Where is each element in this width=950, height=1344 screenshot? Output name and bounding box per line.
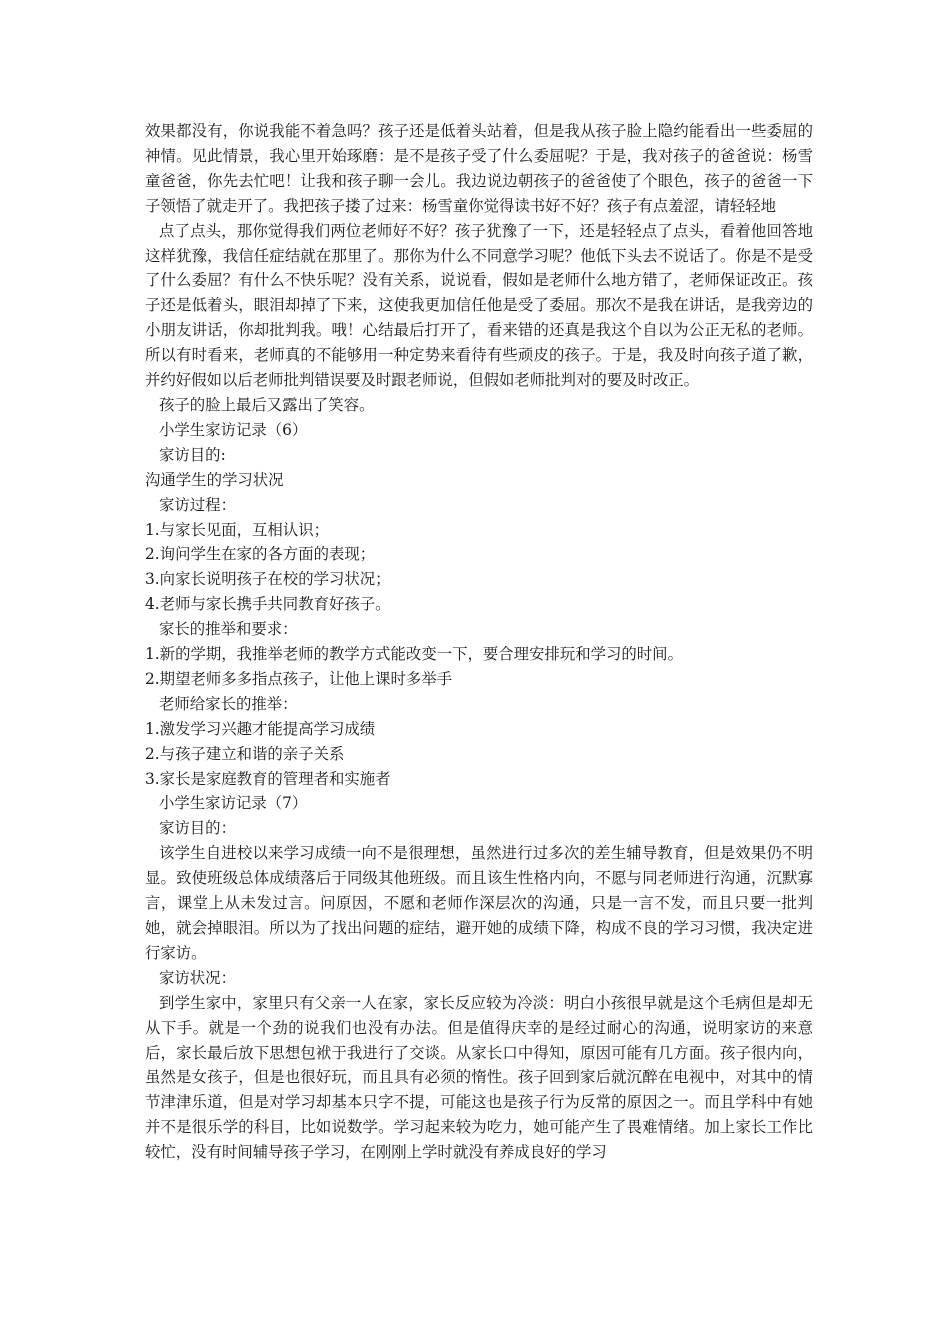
paragraph-intro-continued: 效果都没有，你说我能不着急吗？孩子还是低着头站着，但是我从孩子脸上隐约能看出一些委屈的神情。见此情景，我心里开始琢磨：是不是孩子受了什么委屈呢？于是，我对孩子的爸爸说：杨雪童爸爸，你先去忙吧！让我和孩子聊一会儿。我边说边朝孩子的爸爸使了个眼色，孩子的爸爸一下子领悟了就走开了。我把孩子搂了过来：杨雪童你觉得读书好不好？孩子有点羞涩，请轻轻地 bbox=[145, 122, 813, 215]
list-item: 2.询问学生在家的各方面的表现； bbox=[145, 545, 376, 564]
list-item: 1.新的学期，我推举老师的教学方式能改变一下，要合理安排玩和学习的时间。 bbox=[145, 645, 683, 664]
list-item: 1.与家长见面，互相认识； bbox=[145, 520, 329, 539]
label-visit-purpose-2: 家访目的： bbox=[159, 819, 236, 838]
paragraph-purpose-detail: 该学生自进校以来学习成绩一向不是很理想，虽然进行过多次的差生辅导教育，但是效果仍不明显。致使班级总体成绩落后于同级其他班级。而且该生性格内向，不愿与同老师进行沟通，沉默寡言，课堂上从未发过言。问原因，不愿和老师作深层次的沟通，只是一言不发，而且只要一批判她，就会掉眼泪。所以为了找出问题的症结，避开她的成绩下降，构成不良的学习习惯，我决定进行家访。 bbox=[145, 844, 813, 962]
section-heading-record-7: 小学生家访记录（7） bbox=[159, 794, 308, 813]
list-item: 4.老师与家长携手共同教育好孩子。 bbox=[145, 595, 391, 614]
document-body bbox=[145, 119, 813, 1165]
label-visit-process: 家访过程： bbox=[159, 495, 236, 514]
list-item: 3.向家长说明孩子在校的学习状况； bbox=[145, 570, 391, 589]
paragraph-status-detail: 到学生家中，家里只有父亲一人在家，家长反应较为冷淡：明白小孩很早就是这个毛病但是却无从下手。就是一个劲的说我们也没有办法。但是值得庆幸的是经过耐心的沟通，说明家访的来意后，家长最后放下思想包袱于我进行了交谈。从家长口中得知，原因可能有几方面。孩子很内向，虽然是女孩子，但是也很好玩，而且具有必须的惰性。孩子回到家后就沉醉在电视中，对其中的情节津津乐道，但是对学习却基本只字不提，可能这也是孩子行为反常的原因之一。而且学科中有她并不是很乐学的科目，比如说数学。学习起来较为吃力，她可能产生了畏难情绪。加上家长工作比较忙，没有时间辅导孩子学习，在刚刚上学时就没有养成良好的学习 bbox=[145, 993, 813, 1162]
label-teacher-suggestions: 老师给家长的推举： bbox=[159, 694, 298, 713]
paragraph-smile: 孩子的脸上最后又露出了笑容。 bbox=[159, 395, 375, 414]
text-visit-purpose: 沟通学生的学习状况 bbox=[145, 470, 284, 489]
section-heading-record-6: 小学生家访记录（6） bbox=[159, 420, 308, 439]
list-item: 3.家长是家庭教育的管理者和实施者 bbox=[145, 769, 391, 788]
list-item: 2.与孩子建立和谐的亲子关系 bbox=[145, 744, 345, 763]
label-visit-status: 家访状况： bbox=[159, 968, 236, 987]
list-item: 2.期望老师多多指点孩子，让他上课时多举手 bbox=[145, 669, 453, 688]
list-item: 1.激发学习兴趣才能提高学习成绩 bbox=[145, 719, 376, 738]
label-parent-suggestions: 家长的推举和要求： bbox=[159, 620, 298, 639]
paragraph-conversation: 点了点头，那你觉得我们两位老师好不好？孩子犹豫了一下，还是轻轻点了点头，看着他回答地这样犹豫，我信任症结就在那里了。那你为什么不同意学习呢？他低下头去不说话了。你是不是受了什么委屈？有什么不快乐呢？没有关系，说说看，假如是老师什么地方错了，老师保证改正。孩子还是低着头，眼泪却掉了下来，这使我更加信任他是受了委屈。那次不是我在讲话，是我旁边的小朋友讲话，你却批判我。哦！心结最后打开了，看来错的还真是我这个自以为公正无私的老师。所以有时看来，老师真的不能够用一种定势来看待有些顽皮的孩子。于是，我及时向孩子道了歉，并约好假如以后老师批判错误要及时跟老师说，但假如老师批判对的要及时改正。 bbox=[145, 221, 813, 390]
label-visit-purpose: 家访目的: bbox=[159, 445, 226, 464]
